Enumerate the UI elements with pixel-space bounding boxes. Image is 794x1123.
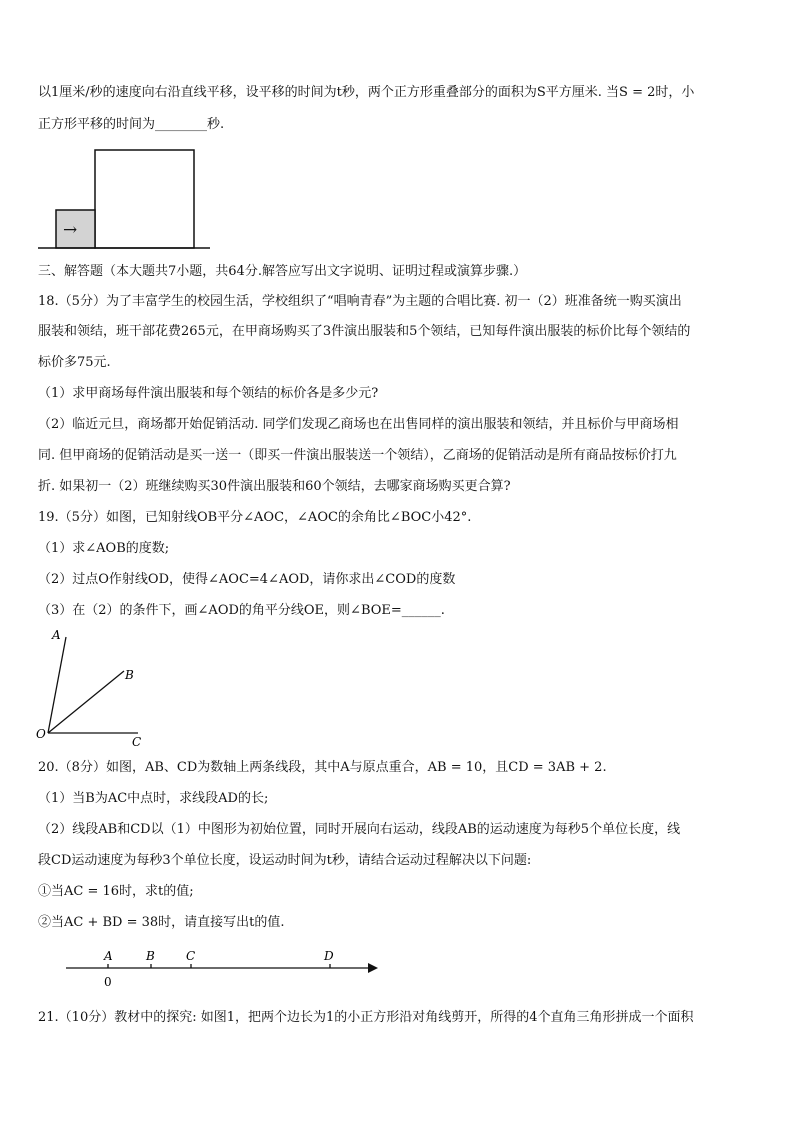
q18-line-e: （2）临近元旦，商场都开始促销活动. 同学们发现乙商场也在出售同样的演出服装和领结，并且标价与甲商场相 (38, 417, 679, 432)
q20-line-e: ①当AC = 16时，求t的值; (38, 884, 194, 899)
q20-line-c: （2）线段AB和CD以（1）中图形为初始位置，同时开展向右运动，线段AB的运动速度为每秒5个单位长度，线 (38, 822, 681, 837)
q18-line-g: 折. 如果初一（2）班继续购买30件演出服装和60个领结，去哪家商场购买更合算? (38, 479, 511, 494)
q17-line-1: 以1厘米/秒的速度向右沿直线平移，设平移的时间为t秒，两个正方形重叠部分的面积为S平方厘米. 当S = 2时，小 (38, 85, 695, 100)
q21-line-a: 21.（10分）教材中的探究: 如图1，把两个边长为1的小正方形沿对角线剪开，所得的4个直角三角形拼成一个面积 (38, 1010, 694, 1025)
ray-ob (48, 671, 124, 733)
q19-line-b: （1）求∠AOB的度数; (38, 541, 170, 556)
q20-line-a: 20.（8分）如图，AB、CD为数轴上两条线段，其中A与原点重合，AB = 10，且CD = 3AB + 2. (38, 760, 607, 775)
number-line-arrowhead (368, 963, 378, 973)
q17-line-2: 正方形平移的时间为________秒. (38, 117, 225, 132)
label-o: O (36, 727, 46, 741)
label-c: C (132, 735, 142, 749)
label-b: B (125, 668, 134, 682)
q18-line-d: （1）求甲商场每件演出服装和每个领结的标价各是多少元? (38, 386, 379, 401)
label-zero: 0 (104, 975, 112, 989)
label-a: A (104, 949, 113, 963)
q19-line-d: （3）在（2）的条件下，画∠AOD的角平分线OE，则∠BOE=______. (38, 603, 445, 618)
large-square (95, 150, 194, 248)
label-d: D (324, 949, 334, 963)
label-b: B (146, 949, 155, 963)
q20-line-f: ②当AC + BD = 38时，请直接写出t的值. (38, 915, 285, 930)
label-a: A (52, 628, 61, 642)
q20-line-d: 段CD运动速度为每秒3个单位长度，设运动时间为t秒，请结合运动过程解决以下问题: (38, 853, 532, 868)
squares-figure (38, 148, 210, 252)
q20-line-b: （1）当B为AC中点时，求线段AD的长; (38, 791, 269, 806)
section-header: 三、解答题（本大题共7小题，共64分.解答应写出文字说明、证明过程或演算步骤.） (38, 264, 527, 279)
q18-line-a: 18.（5分）为了丰富学生的校园生活，学校组织了“唱响青春”为主题的合唱比赛. 初一（2）班准备统一购买演出 (38, 294, 682, 309)
q18-line-b: 服装和领结，班干部花费265元，在甲商场购买了3件演出服装和5个领结，已知每件演出服装的标价比每个领结的 (38, 324, 691, 339)
arrow-icon: → (63, 220, 78, 240)
label-c: C (186, 949, 196, 963)
q19-line-c: （2）过点O作射线OD，使得∠AOC=4∠AOD，请你求出∠COD的度数 (38, 572, 456, 587)
q19-line-a: 19.（5分）如图，已知射线OB平分∠AOC，∠AOC的余角比∠BOC小42°. (38, 510, 472, 525)
q18-line-f: 同. 但甲商场的促销活动是买一送一（即买一件演出服装送一个领结），乙商场的促销活动是所有商品按标价打九 (38, 448, 677, 463)
angle-figure (30, 625, 160, 750)
q18-line-c: 标价多75元. (38, 355, 111, 370)
number-line-figure (60, 944, 385, 994)
ray-oa (48, 637, 66, 733)
